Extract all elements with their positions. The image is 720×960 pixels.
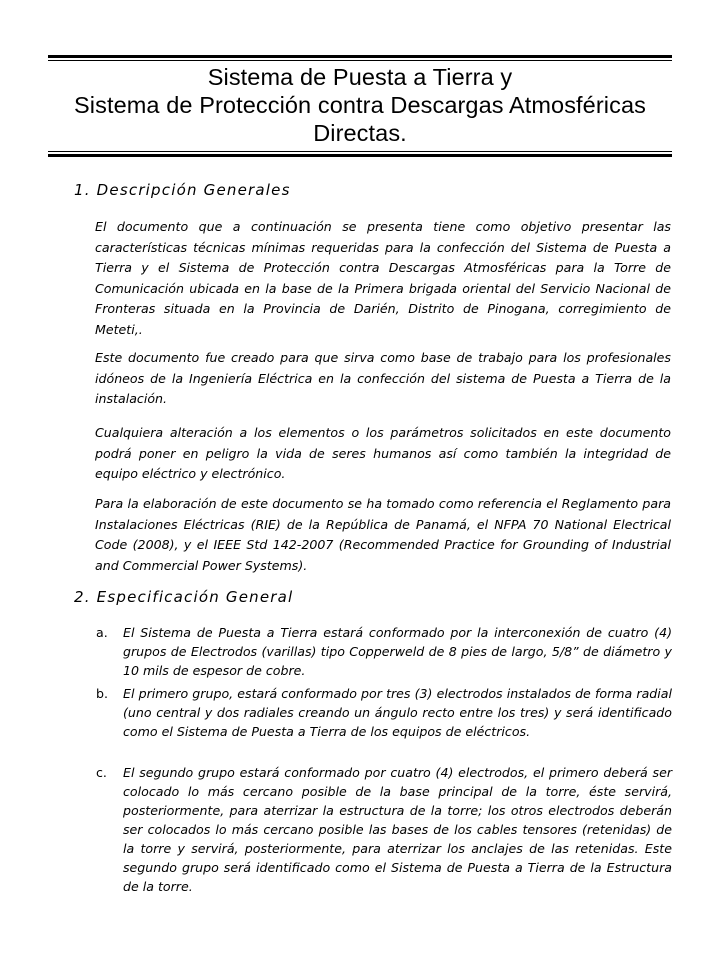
list-marker: c. [96, 765, 107, 780]
title-line-1: Sistema de Puesta a Tierra y [207, 64, 513, 90]
section-heading-descripcion: 1. Descripción Generales [74, 181, 291, 199]
title-line-2: Sistema de Protección contra Descargas Atmosféricas [74, 92, 646, 118]
title-bottom-rule [48, 151, 672, 157]
document-title [48, 63, 672, 147]
list-item-text: El primero grupo, estará conformado por tres (3) electrodos instalados de forma radial (uno central y dos radiales creando un ángulo recto entre los tres) y será identificado como el Sistema de Puesta a Tierra de los equipos de eléctricos. [123, 686, 672, 739]
paragraph-objective: El documento que a continuación se presenta tiene como objetivo presentar las características técnicas mínimas requeridas para la confección del Sistema de Puesta a Tierra y el Sistema de Protección contra Descargas Atmosféricas para la Torre de Comunicación ubicada en la base de la Primera brigada oriental del Servicio Nacional de Fronteras situada en la Provincia de Darién, Distrito de Pinogana, corregimiento de Meteti,. [95, 219, 671, 337]
paragraph-purpose: Este documento fue creado para que sirva como base de trabajo para los profesionales idóneos de la Ingeniería Eléctrica en la confección del sistema de Puesta a Tierra de la instalación. [95, 350, 671, 406]
list-item-text: El Sistema de Puesta a Tierra estará conformado por la interconexión de cuatro (4) grupos de Electrodos (varillas) tipo Copperweld de 8 pies de largo, 5/8” de diámetro y 10 mils de espesor de cobre. [123, 625, 672, 678]
paragraph-references: Para la elaboración de este documento se ha tomado como referencia el Reglamento para Instalaciones Eléctricas (RIE) de la República de Panamá, el NFPA 70 National Electrical Code (2008), y el IEEE Std 142-2007 (Recommended Practice for Grounding of Industrial and Commercial Power Systems). [95, 496, 671, 573]
list-item-text: El segundo grupo estará conformado por cuatro (4) electrodos, el primero deberá ser colocado lo más cercano posible de la base principal de la torre, éste servirá, posteriormente, para aterrizar la estructura de la torre; los otros electrodos deberán ser colocados lo más cercano posible las bases de los cables tensores (retenidas) de la torre y servirá, posteriormente, para aterrizar los anclajes de las retenidas. Este segundo grupo será identificado como el Sistema de Puesta a Tierra de la Estructura de la torre. [123, 765, 672, 894]
title-top-rule [48, 55, 672, 61]
list-marker: b. [96, 686, 108, 701]
list-marker: a. [96, 625, 108, 640]
title-line-3: Directas. [313, 120, 407, 146]
section-heading-especificacion: 2. Especificación General [74, 588, 294, 606]
paragraph-warning: Cualquiera alteración a los elementos o los parámetros solicitados en este documento podrá poner en peligro la vida de seres humanos así como también la integridad de equipo eléctrico y electrónico. [95, 425, 671, 481]
